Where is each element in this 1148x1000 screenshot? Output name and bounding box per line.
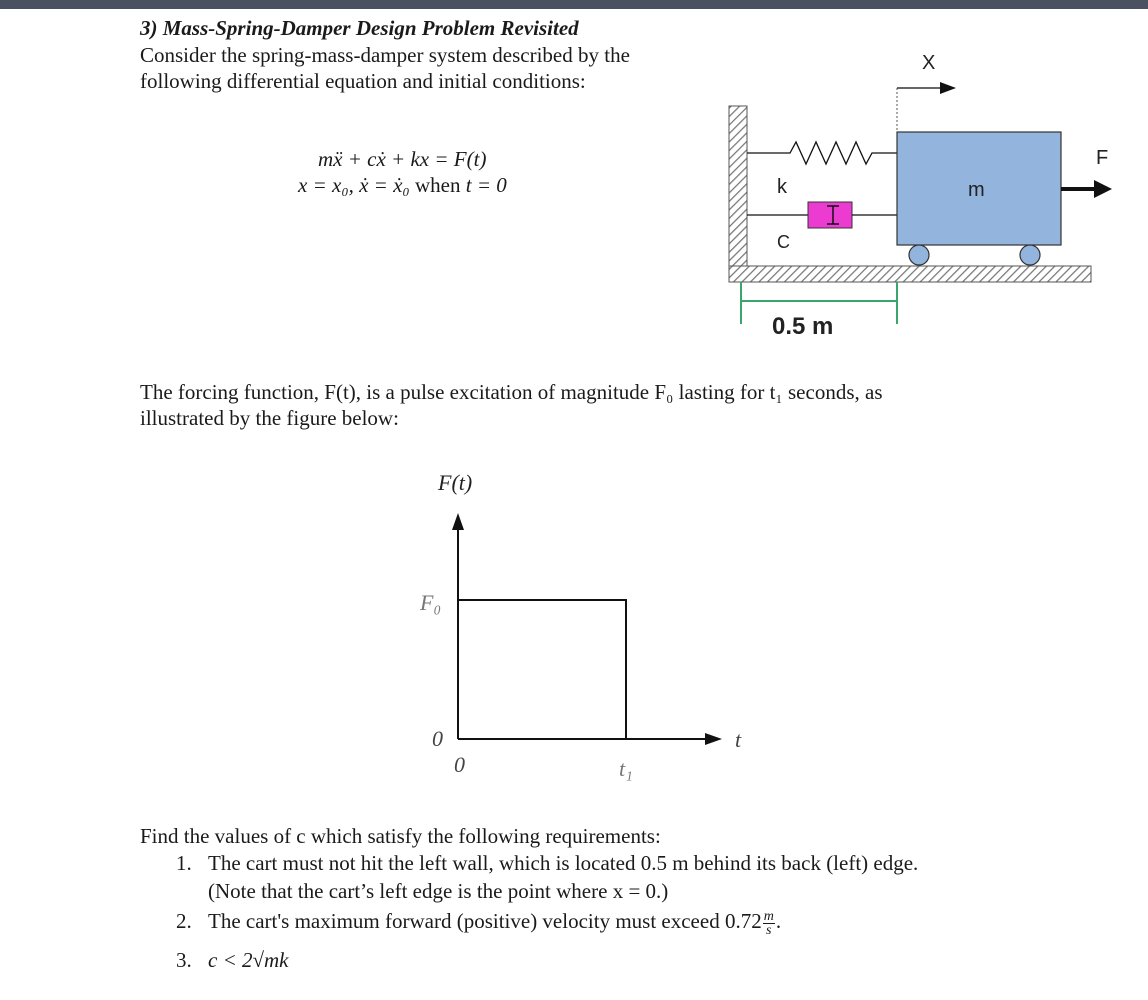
unit-numerator: m xyxy=(763,908,774,924)
requirement-2-number: 2. xyxy=(176,909,192,933)
forcing-description xyxy=(140,379,1000,431)
when-word: when xyxy=(409,173,466,197)
floor xyxy=(729,266,1091,282)
problem-intro xyxy=(140,42,760,94)
x-arrow-head xyxy=(940,82,956,94)
forcing-line-1: The forcing function, F(t), is a pulse excitation of magnitude F₀ lasting for t₁ seconds, as xyxy=(140,380,883,404)
y-axis-label: F(t) xyxy=(438,470,473,495)
f-label: F xyxy=(1096,147,1109,169)
forcing-line-2: illustrated by the figure below: xyxy=(140,406,399,430)
mass-spring-damper-diagram xyxy=(720,40,1140,350)
t-axis-label: t xyxy=(735,727,742,752)
wheel-right xyxy=(1020,245,1040,265)
t1-label: t₁ xyxy=(619,756,633,781)
x-origin-label: 0 xyxy=(454,752,465,777)
requirement-2-end: . xyxy=(775,909,782,933)
requirement-3-number: 3. xyxy=(176,948,192,972)
intro-line-1: Consider the spring-mass-damper system described by the xyxy=(140,43,630,67)
pulse-graph xyxy=(400,460,760,790)
c-label: C xyxy=(777,232,790,252)
requirement-2-text: The cart's maximum forward (positive) velocity must exceed 0.72 xyxy=(208,909,762,933)
velocity-unit-fraction xyxy=(763,910,775,937)
requirement-3 xyxy=(176,948,289,973)
problem-title: 3) Mass-Spring-Damper Design Problem Revisited xyxy=(140,16,579,40)
force-arrow-head xyxy=(1094,180,1112,198)
requirements-intro: Find the values of c which satisfy the following requirements: xyxy=(140,824,661,848)
requirement-1-note: (Note that the cart’s left edge is the point where x = 0.) xyxy=(208,879,669,903)
pulse-line xyxy=(458,600,626,739)
requirement-1-number: 1. xyxy=(176,851,192,875)
y-axis-arrow xyxy=(452,513,464,530)
unit-denominator: s xyxy=(766,922,772,938)
k-label: k xyxy=(777,176,787,198)
dimension-label: 0.5 m xyxy=(772,313,834,340)
requirement-1 xyxy=(176,851,918,876)
magnitude-label: F₀ xyxy=(420,590,442,615)
wheel-left xyxy=(909,245,929,265)
y-origin-label: 0 xyxy=(432,726,443,751)
requirement-1-line-1: The cart must not hit the left wall, which is located 0.5 m behind its back (left) edge. xyxy=(208,851,919,875)
initial-conditions-math: x = x₀, ẋ = ẋ₀ xyxy=(298,173,410,197)
equation-initial-conditions xyxy=(298,173,507,198)
m-label: m xyxy=(968,179,985,201)
x-label: X xyxy=(922,52,936,74)
equation-motion: mẍ + cẋ + kx = F(t) xyxy=(318,147,487,171)
top-bar xyxy=(0,0,1148,9)
intro-line-2: following differential equation and initial conditions: xyxy=(140,69,586,93)
requirement-3-text: c < 2√mk xyxy=(208,948,289,972)
requirement-2 xyxy=(176,909,781,937)
time-zero: t = 0 xyxy=(465,173,507,197)
spring xyxy=(747,142,897,164)
wall xyxy=(729,106,747,282)
x-axis-arrow xyxy=(705,733,722,745)
